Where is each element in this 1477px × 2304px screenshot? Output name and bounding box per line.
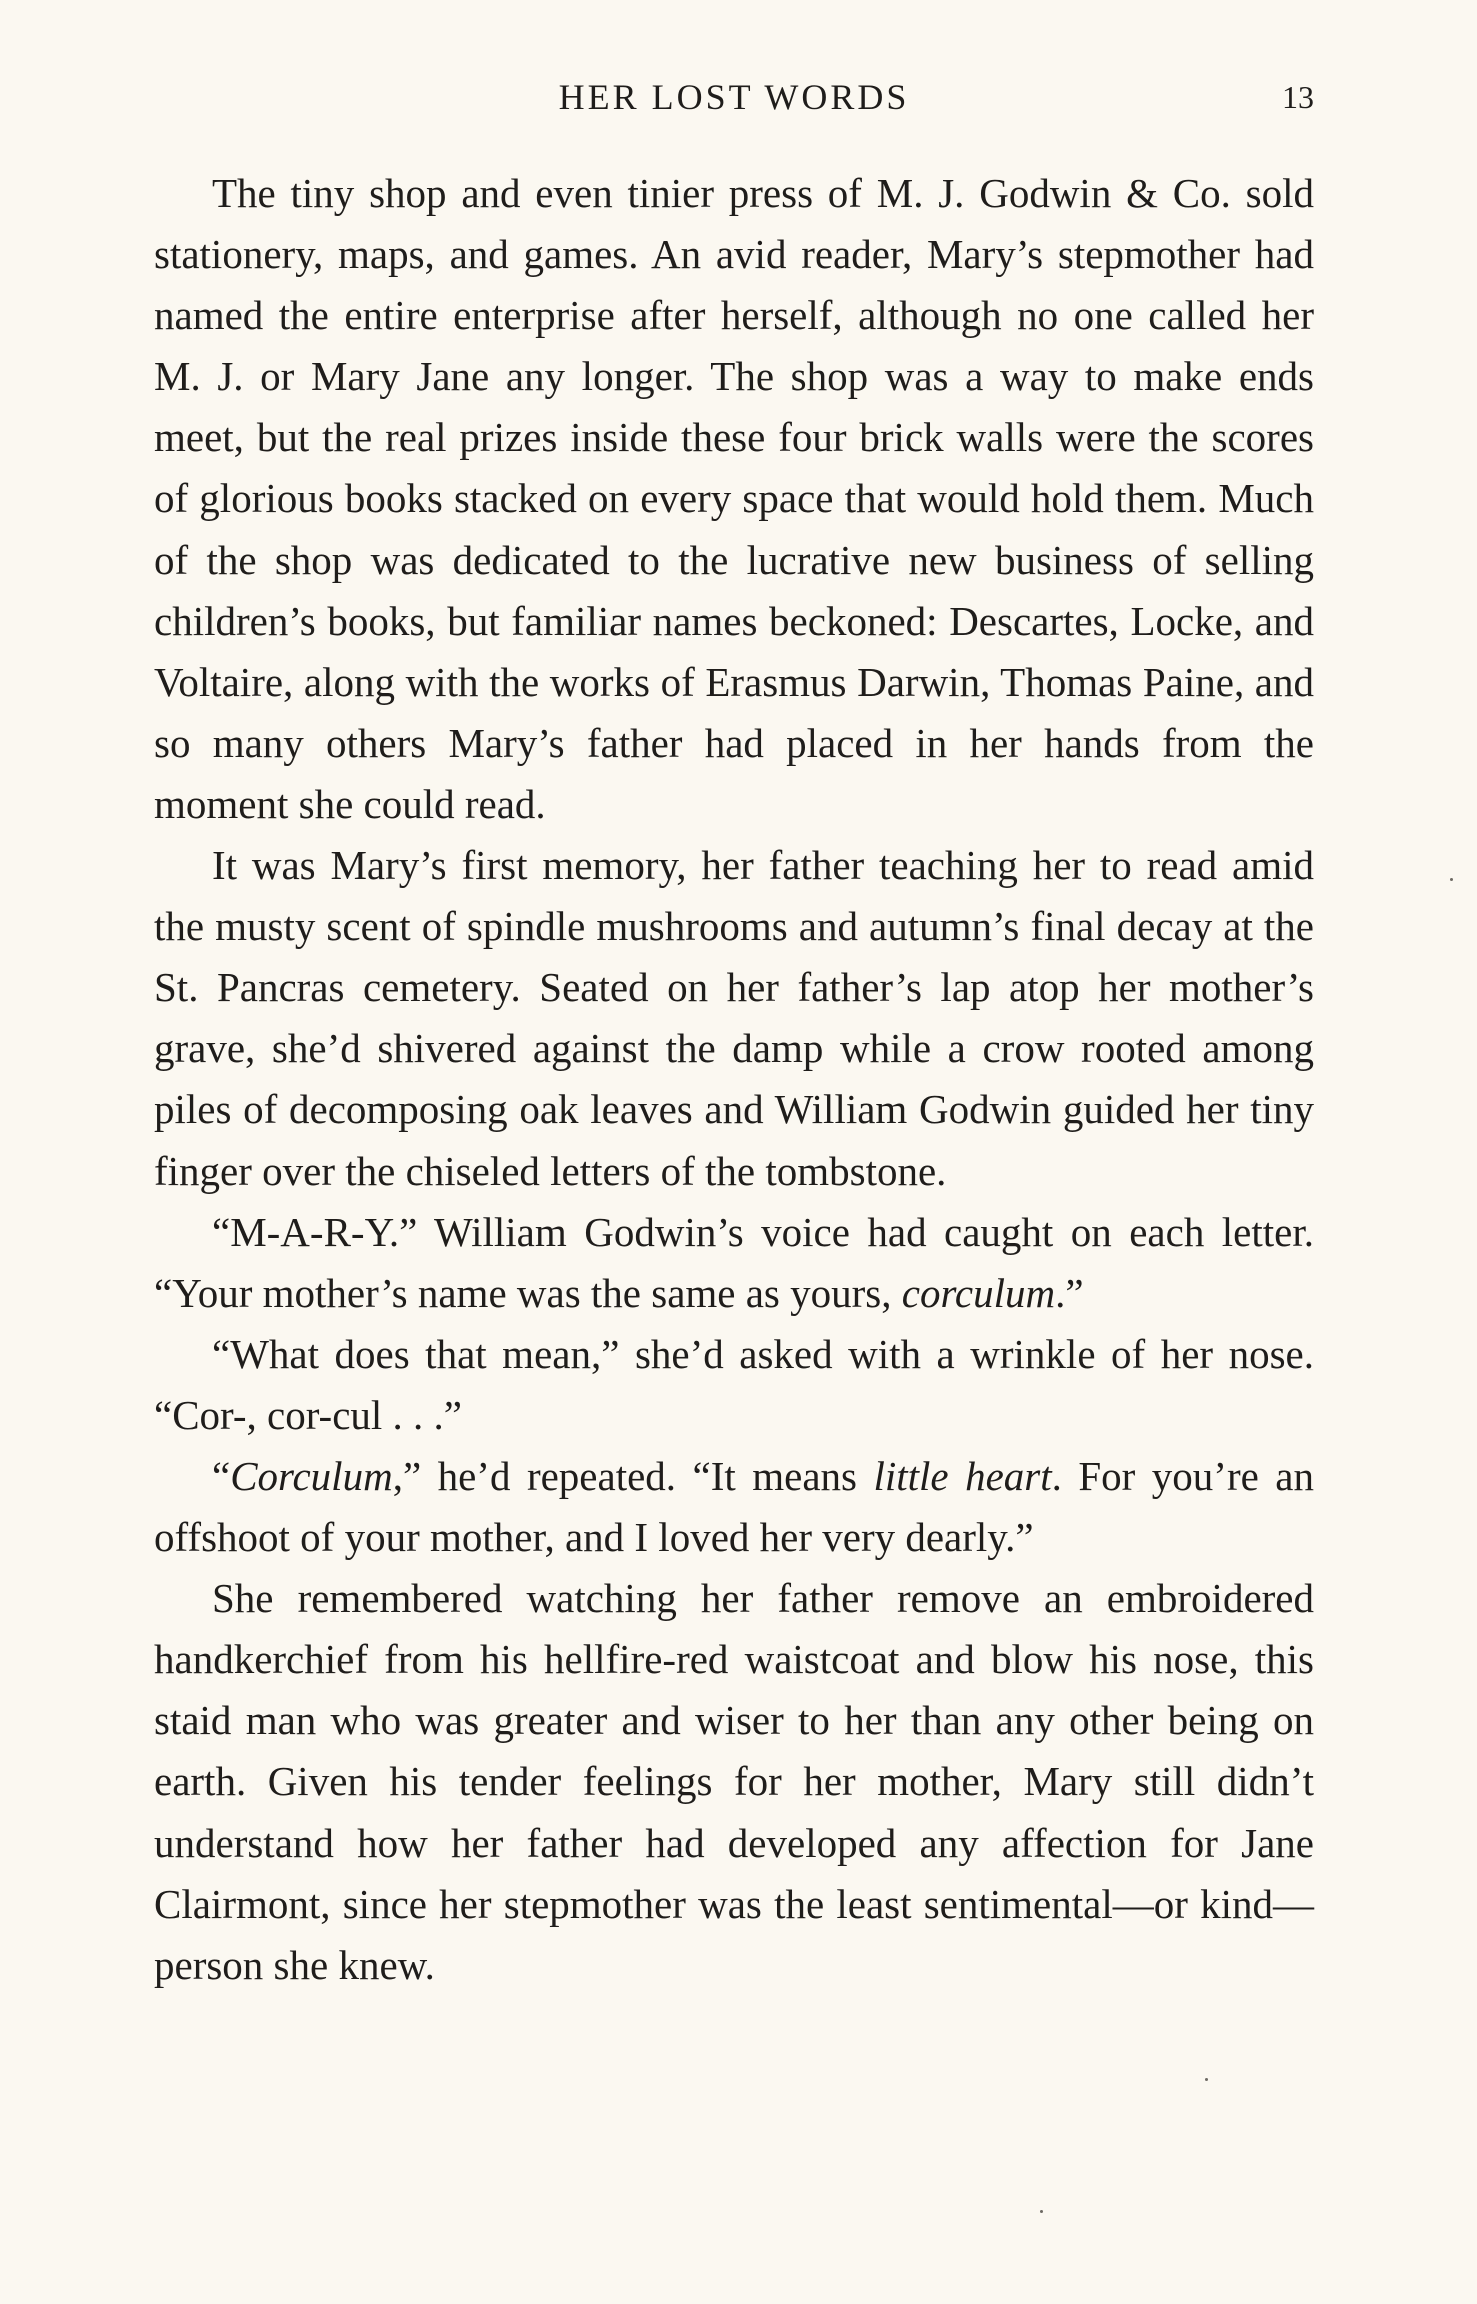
italic-text: corculum <box>901 1269 1056 1316</box>
page-number: 13 <box>1282 79 1314 115</box>
body-text <box>154 163 1314 1996</box>
paragraph <box>154 835 1314 1202</box>
paragraph <box>154 1446 1314 1568</box>
running-head <box>154 72 1314 122</box>
paragraph <box>154 163 1314 835</box>
text-run: The tiny shop and even tinier press of M. J. Godwin & Co. sold stationery, maps, and games. An avid reader, Mary’s stepmother had named the entire enterprise after herself, although no one called her M. J. or Mary Jane any longer. The shop was a way to make ends meet, but the real prizes inside these four brick walls were the scores of glorious books stacked on every space that would hold them. Much of the shop was dedicated to the lucrative new business of selling children’s books, but familiar names beckoned: Descartes, Locke, and Voltaire, along with the works of Erasmus Darwin, Thomas Paine, and so many others Mary’s father had placed in her hands from the moment she could read. <box>154 170 1314 827</box>
paragraph <box>154 1202 1314 1324</box>
text-run: “What does that mean,” she’d asked with a wrinkle of her nose. “Cor-, cor-cul . . .” <box>154 1330 1314 1438</box>
running-title: HER LOST WORDS <box>558 77 910 117</box>
paper-speck <box>1205 2078 1208 2081</box>
text-run: .” <box>1055 1269 1084 1316</box>
italic-text: little heart <box>873 1452 1052 1499</box>
text-run: She remembered watching her father remove an embroidered handkerchief from his hellfire-red waistcoat and blow his nose, this staid man who was greater and wiser to her than any other being on earth. Given his tender feelings for her mother, Mary still didn’t understand how her father had developed any affection for Jane Clairmont, since her stepmother was the least sentimental—or kind—person she knew. <box>154 1575 1314 1988</box>
paper-speck <box>1040 2210 1043 2213</box>
paper-speck <box>1450 878 1453 881</box>
paragraph <box>154 1568 1314 1996</box>
text-run: ,” he’d repeated. “It means <box>392 1452 874 1499</box>
text-run: . For you’re an offshoot of your mother, and I loved her very dearly.” <box>154 1452 1314 1561</box>
italic-text: Corculum <box>230 1452 393 1499</box>
text-run: “ <box>212 1452 231 1499</box>
text-run: “M-A-R-Y.” William Godwin’s voice had caught on each letter. “Your mother’s name was the same as yours, <box>154 1208 1314 1316</box>
text-run: It was Mary’s first memory, her father teaching her to read amid the musty scent of spindle mushrooms and autumn’s final decay at the St. Pancras cemetery. Seated on her father’s lap atop her mother’s grave, she’d shivered against the damp while a crow rooted among piles of decomposing oak leaves and William Godwin guided her tiny finger over the chiseled letters of the tombstone. <box>154 842 1314 1194</box>
paragraph <box>154 1324 1314 1446</box>
